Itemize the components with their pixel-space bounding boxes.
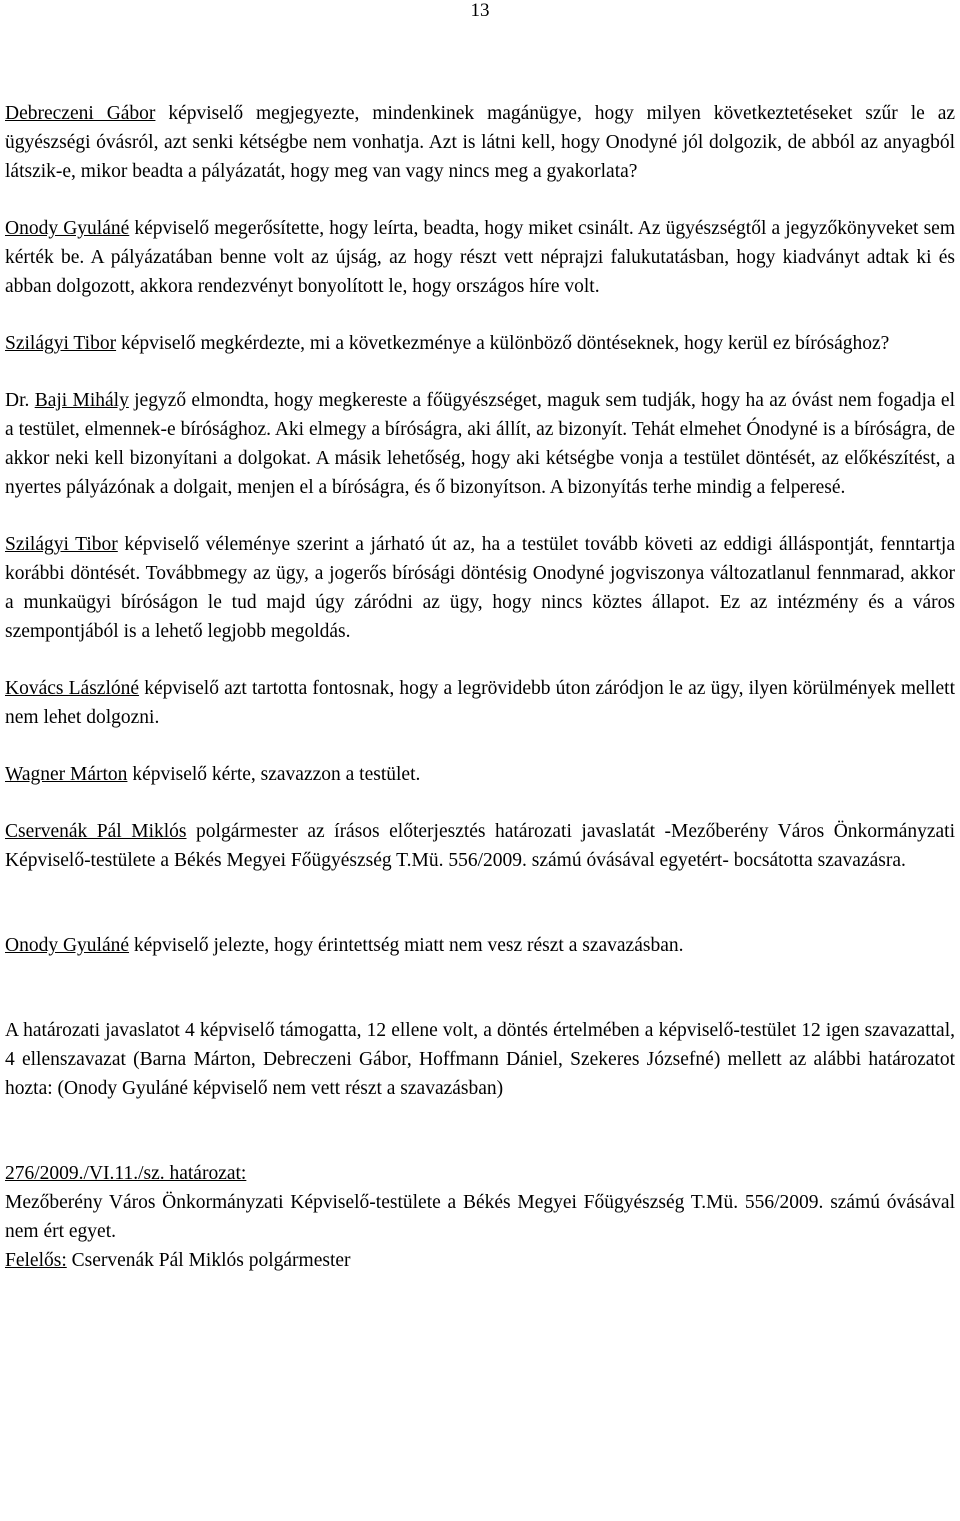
paragraph-text: képviselő véleménye szerint a járható út az, ha a testület tovább követi az eddigi álláspontját, fenntartja korábbi döntését. Továbbmegy az ügy, a jogerős bírósági döntésig Onodyné jogviszonya változatlanul fennmarad, akkor a munkaügyi bíróságon le tud majd úgy záródni az ügy, hogy nincs köztes állapot. Ez az intézmény és a város szempontjából is a lehető legjobb megoldás. — [5, 534, 956, 642]
paragraph-wagner — [5, 760, 955, 789]
speaker-prefix: Dr. — [5, 390, 35, 411]
speaker-name: Kovács Lászlóné — [5, 678, 140, 699]
resolution-responsible — [5, 1246, 955, 1275]
paragraph-onody-1 — [5, 214, 955, 301]
paragraph-baji — [5, 386, 955, 502]
speaker-name: Baji Mihály — [34, 390, 129, 411]
speaker-name: Szilágyi Tibor — [5, 534, 118, 555]
paragraph-debreczeni — [5, 99, 955, 186]
paragraph-text: jegyző elmondta, hogy megkereste a főügyészséget, maguk sem tudják, hogy ha az óvást nem fogadja el a testület, elmennek-e bírósághoz. Aki elmegy a bíróságra, aki állít, az bizonyít. Tehát elmehet Ónodyné is a bíróságra, de akkor neki kell bizonyítani a dolgokat. A másik lehetőség, hogy aki kétségbe vonja a testület döntését, az előkészítést, a nyertes pályázónak a dolgait, menjen el a bíróságra, és ő bizonyítson. A bizonyítás terhe mindig a felperesé. — [5, 390, 956, 498]
responsible-label: Felelős: — [5, 1250, 67, 1271]
paragraph-szilagyi-2 — [5, 530, 955, 646]
paragraph-text: képviselő megkérdezte, mi a következménye a különböző döntéseknek, hogy kerül ez bírósághoz? — [116, 333, 890, 354]
speaker-name: Onody Gyuláné — [5, 935, 130, 956]
document-body — [5, 99, 955, 1275]
paragraph-onody-2 — [5, 931, 955, 960]
speaker-name: Szilágyi Tibor — [5, 333, 117, 354]
responsible-name: Cservenák Pál Miklós polgármester — [66, 1250, 351, 1271]
paragraph-text: polgármester az írásos előterjesztés határozati javaslatát -Mezőberény Város Önkormányzati Képviselő-testülete a Békés Megyei Főügyészség T.Mü. 556/2009. számú óvásával egyetért- bocsátotta szavazásra. — [5, 821, 956, 871]
speaker-name: Debreczeni Gábor — [5, 103, 156, 124]
paragraph-text: képviselő azt tartotta fontosnak, hogy a legrövidebb úton záródjon le az ügy, ilyen körülmények mellett nem lehet dolgozni. — [5, 678, 956, 728]
paragraph-vote-result — [5, 1016, 955, 1103]
paragraph-text: képviselő megjegyezte, mindenkinek magánügye, hogy milyen következtetéseket szűr le az ügyészségi óvásról, azt senki kétségbe nem vonhatja. Azt is látni kell, hogy Onodyné jól dolgozik, de abból az anyagból látszik-e, mikor beadta a pályázatát, hogy meg van vagy nincs meg a gyakorlata? — [5, 103, 956, 182]
speaker-name: Wagner Márton — [5, 764, 128, 785]
speaker-name: Cservenák Pál Miklós — [5, 821, 187, 842]
paragraph-cservenak — [5, 817, 955, 875]
speaker-name: Onody Gyuláné — [5, 218, 130, 239]
paragraph-szilagyi-1 — [5, 329, 955, 358]
paragraph-text: képviselő kérte, szavazzon a testület. — [127, 764, 421, 785]
page-number: 13 — [470, 0, 490, 21]
paragraph-text: képviselő megerősítette, hogy leírta, beadta, hogy miket csinált. Az ügyészségtől a jegyzőkönyveket sem kérték be. A pályázatában benne volt az újság, az hogy részt vett néprajzi falukutatásban, hogy kiadványt adtak ki és abban dolgozott, akkora rendezvényt bonyolított le, hogy országos híre volt. — [5, 218, 955, 297]
resolution-number-text: 276/2009./VI.11./sz. határozat: — [5, 1163, 247, 1184]
paragraph-kovacs — [5, 674, 955, 732]
resolution-text — [5, 1188, 955, 1246]
paragraph-text: képviselő jelezte, hogy érintettség miatt nem vesz részt a szavazásban. — [129, 935, 684, 956]
resolution-body: Mezőberény Város Önkormányzati Képviselő-testülete a Békés Megyei Főügyészség T.Mü. 556/2009. számú óvásával nem ért egyet. — [5, 1192, 955, 1242]
paragraph-text: A határozati javaslatot 4 képviselő támogatta, 12 ellene volt, a döntés értelmében a képviselő-testület 12 igen szavazattal, 4 ellenszavazat (Barna Márton, Debreczeni Gábor, Hoffmann Dániel, Szekeres Józsefné) mellett az alábbi határozatot hozta: (Onody Gyuláné képviselő nem vett részt a szavazásban) — [5, 1020, 955, 1099]
resolution-number — [5, 1159, 955, 1188]
